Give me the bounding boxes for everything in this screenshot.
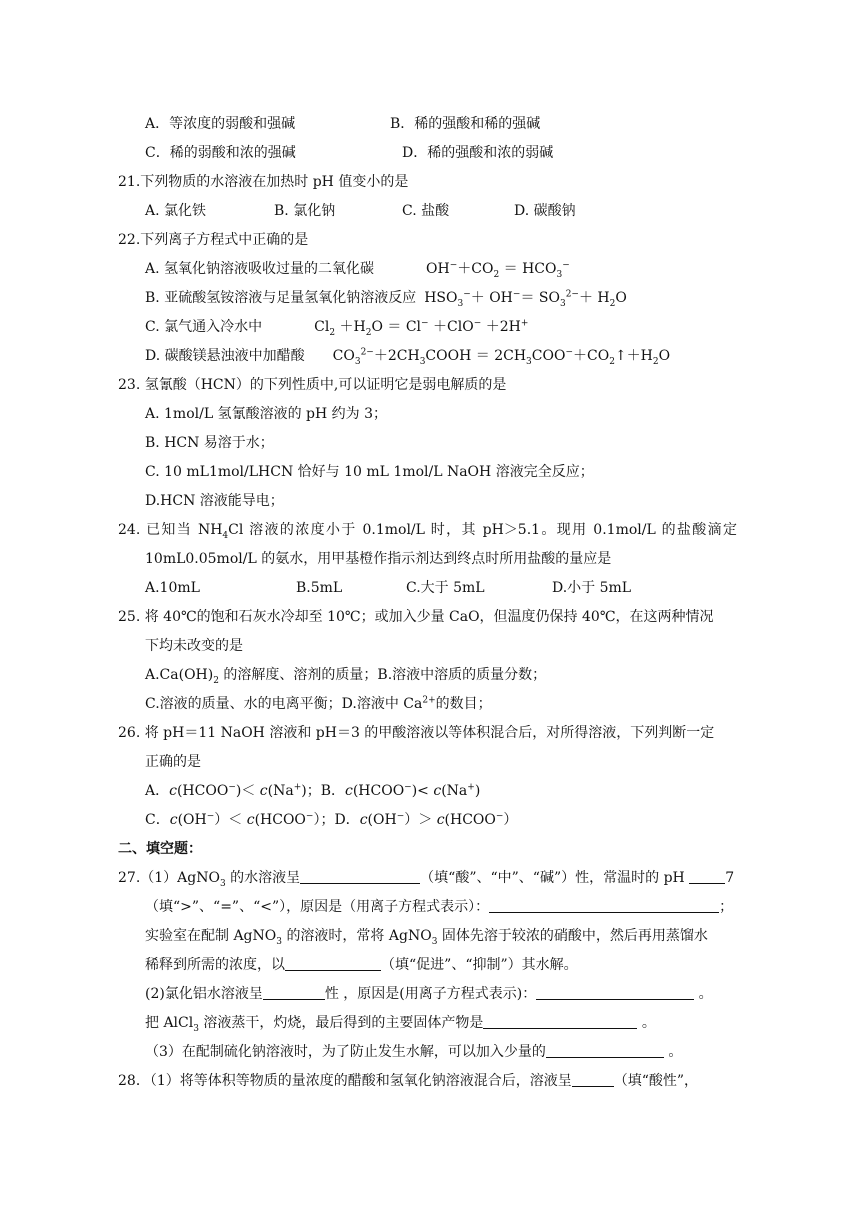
q27-p6b: 溶液蒸干，灼烧，最后得到的主要固体产物是 [203,1015,484,1031]
q23-option-d: D.HCN 溶液能导电； [145,493,284,509]
q22-stem: 22.下列离子方程式中正确的是 [118,232,309,248]
q24-stem-line2: 10mL0.05mol/L 的氨水，用甲基橙作指示剂达到终点时所用盐酸的量应是 [145,551,612,567]
q26-options-ab: A．c(HCOO−)＜ c(Na+)；B．c(HCOO−)< c(Na+) [145,782,481,799]
q26-stem-line1: 26. 将 pH＝11 NaOH 溶液和 pH＝3 的甲酸溶液以等体积混合后，对所得溶液，下列判断一定 [118,725,715,741]
section-heading: 二、填空题： [118,841,202,857]
q27-p1d: 7 [725,870,735,886]
q21-stem: 21.下列物质的水溶液在加热时 pH 值变小的是 [118,174,409,190]
q22-option-c [145,318,528,336]
q22-d-text: D. 碳酸镁悬浊液中加醋酸 [145,348,305,364]
q27-blank-4[interactable] [285,956,381,971]
q28-text-b: （填“酸性”， [613,1073,699,1089]
q27-blank-6[interactable] [536,985,694,1000]
q22-c-text: C. 氯气通入冷水中 [145,319,263,335]
q28-text-a: 28．（1）将等体积等物质的量浓度的醋酸和氢氧化钠溶液混合后，溶液呈 [118,1073,572,1089]
q20-option-c: C．稀的弱酸和浓的强碱 [145,145,296,161]
q22-a-text: A. 氢氧化钠溶液吸收过量的二氧化碳 [145,261,375,277]
q22-b-equation: $HSO_3^-+ OH^-= SO_3^{2-}+ H_2O$ [424,289,627,309]
q27-blank-8[interactable] [546,1043,664,1058]
q27-p4b: （填“促进”、“抑制”）其水解。 [381,957,578,973]
q27-p7b: 。 [668,1044,683,1060]
q23-option-a: A. 1mol/L 氢氰酸溶液的 pH 约为 3； [145,406,387,422]
q27-p7a: （3）在配制硫化钠溶液时，为了防止发生水解，可以加入少量的 [145,1044,546,1060]
q22-d-equation: $CO_3^{2-}+2CH_3COOH$ ＝ $2CH_3COO^-+CO_2↑+H_2O$ [332,347,671,367]
q27-p1a: 27.（1）AgNO [118,870,220,886]
q27-p2a: （填“>”、“=”、“<”），原因是（用离子方程式表示）： [145,899,490,915]
q27-p2b: ； [719,899,734,915]
q27-line3: 实验室在配制 AgNO$_3$ 的溶液时，常将 AgNO$_3$ 固体先溶于较浓的硝酸中，然后再用蒸馏水 [145,928,708,947]
q27-line5 [145,985,713,1003]
q20-option-a: A．等浓度的弱酸和强碱 [145,116,296,132]
q25-option-d-end: 的数目； [435,696,492,712]
q24-stem-line1: 24. 已知当 $NH_4Cl$ 溶液的浓度小于 0.1mol/L 时，其 pH＞5.1。现用 0.1mol/L 的盐酸滴定 [118,522,738,541]
q24-option-c: C.大于 5mL [406,580,485,596]
q23-stem: 23. 氢氰酸（HCN）的下列性质中,可以证明它是弱电解质的是 [118,377,507,393]
q27-blank-7[interactable] [483,1014,637,1029]
q27-line4 [145,956,578,974]
q27-p5c: 。 [698,986,713,1002]
q27-blank-5[interactable] [263,985,325,1000]
q27-line7 [145,1043,682,1061]
q22-c-equation: $Cl_2 +H_2O = Cl^- +ClO^- +2H^+$ [314,318,529,338]
q28-blank-1[interactable] [572,1072,614,1087]
q28-line1 [118,1072,698,1090]
q27-p3: 实验室在配制 AgNO [145,928,277,944]
q22-b-text: B. 亚硫酸氢铵溶液与足量氢氧化钠溶液反应 [145,290,417,306]
q26-options-cd: C．c(OH−）＜ c(HCOO−）；D．c(OH−）＞ c(HCOO−） [145,811,518,828]
q21-option-d: D. 碳酸钠 [514,203,576,219]
q27-p3c: 固体先溶于较浓的硝酸中，然后再用蒸馏水 [441,928,708,944]
q23-option-c: C. 10 mL1mol/LHCN 恰好与 10 mL 1mol/L NaOH 溶液完全反应； [145,464,594,480]
q27-p5a: (2)氯化铝水溶液呈 [145,986,263,1002]
q25-options-ab: $A.Ca(OH)_2$ 的溶解度、溶剂的质量；B.溶液中溶质的质量分数； [145,667,547,686]
q22-option-d [145,347,670,365]
q27-p5b: 性 ，原因是(用离子方程式表示)： [324,986,537,1002]
q27-p3b: 的溶液时，常将 AgNO [286,928,432,944]
q21-option-b: B. 氯化钠 [274,203,336,219]
q25-option-b: B.溶液中溶质的质量分数； [377,667,547,683]
q27-blank-2[interactable] [689,869,725,884]
q27-blank-1[interactable] [300,869,420,884]
q27-blank-3[interactable] [489,898,719,913]
q25-options-cd: C.溶液的质量、水的电离平衡；D.溶液中 $Ca^{2+}$的数目； [145,695,492,712]
q27-p1b: 的水溶液呈 [230,870,301,886]
q20-option-b: B．稀的强酸和稀的强碱 [390,116,541,132]
q23-option-b: B. HCN 易溶于水； [145,435,274,451]
q27-p6c: 。 [641,1015,656,1031]
q20-option-d: D．稀的强酸和浓的弱碱 [402,145,554,161]
q27-p4a: 稀释到所需的浓度，以 [145,957,285,973]
q25-option-cd-text: C.溶液的质量、水的电离平衡；D.溶液中 Ca [145,696,423,712]
q25-stem-line1: 25. 将 40℃的饱和石灰水冷却至 10℃；或加入少量 CaO，但温度仍保持 40℃，在这两种情况 [118,609,714,625]
q24-option-b: B.5mL [296,580,343,596]
q27-line2 [145,898,733,916]
q22-option-b [145,289,627,307]
q21-option-a: A. 氯化铁 [145,203,207,219]
q21-option-c: C. 盐酸 [402,203,450,219]
q24-option-d: D.小于 5mL [552,580,632,596]
q26-stem-line2: 正确的是 [145,754,201,770]
q27-line6: 把 AlCl$_3$ 溶液蒸干，灼烧，最后得到的主要固体产物是 。 [145,1015,656,1034]
q27-p6a: 把 AlCl [145,1015,194,1031]
q22-option-a [145,260,570,278]
q24-option-a: A.10mL [145,580,200,596]
q25-stem-line2: 下均未改变的是 [145,638,243,654]
q27-p1c: （填“酸”、“中”、“碱”）性，常温时的 pH [420,870,685,886]
q27-line1: 27.（1）AgNO$_3$ 的水溶液呈 （填“酸”、“中”、“碱”）性，常温时的 pH 7 [118,870,735,889]
q22-a-equation: $OH^-+CO_2 = HCO_3^-$ [426,260,570,280]
